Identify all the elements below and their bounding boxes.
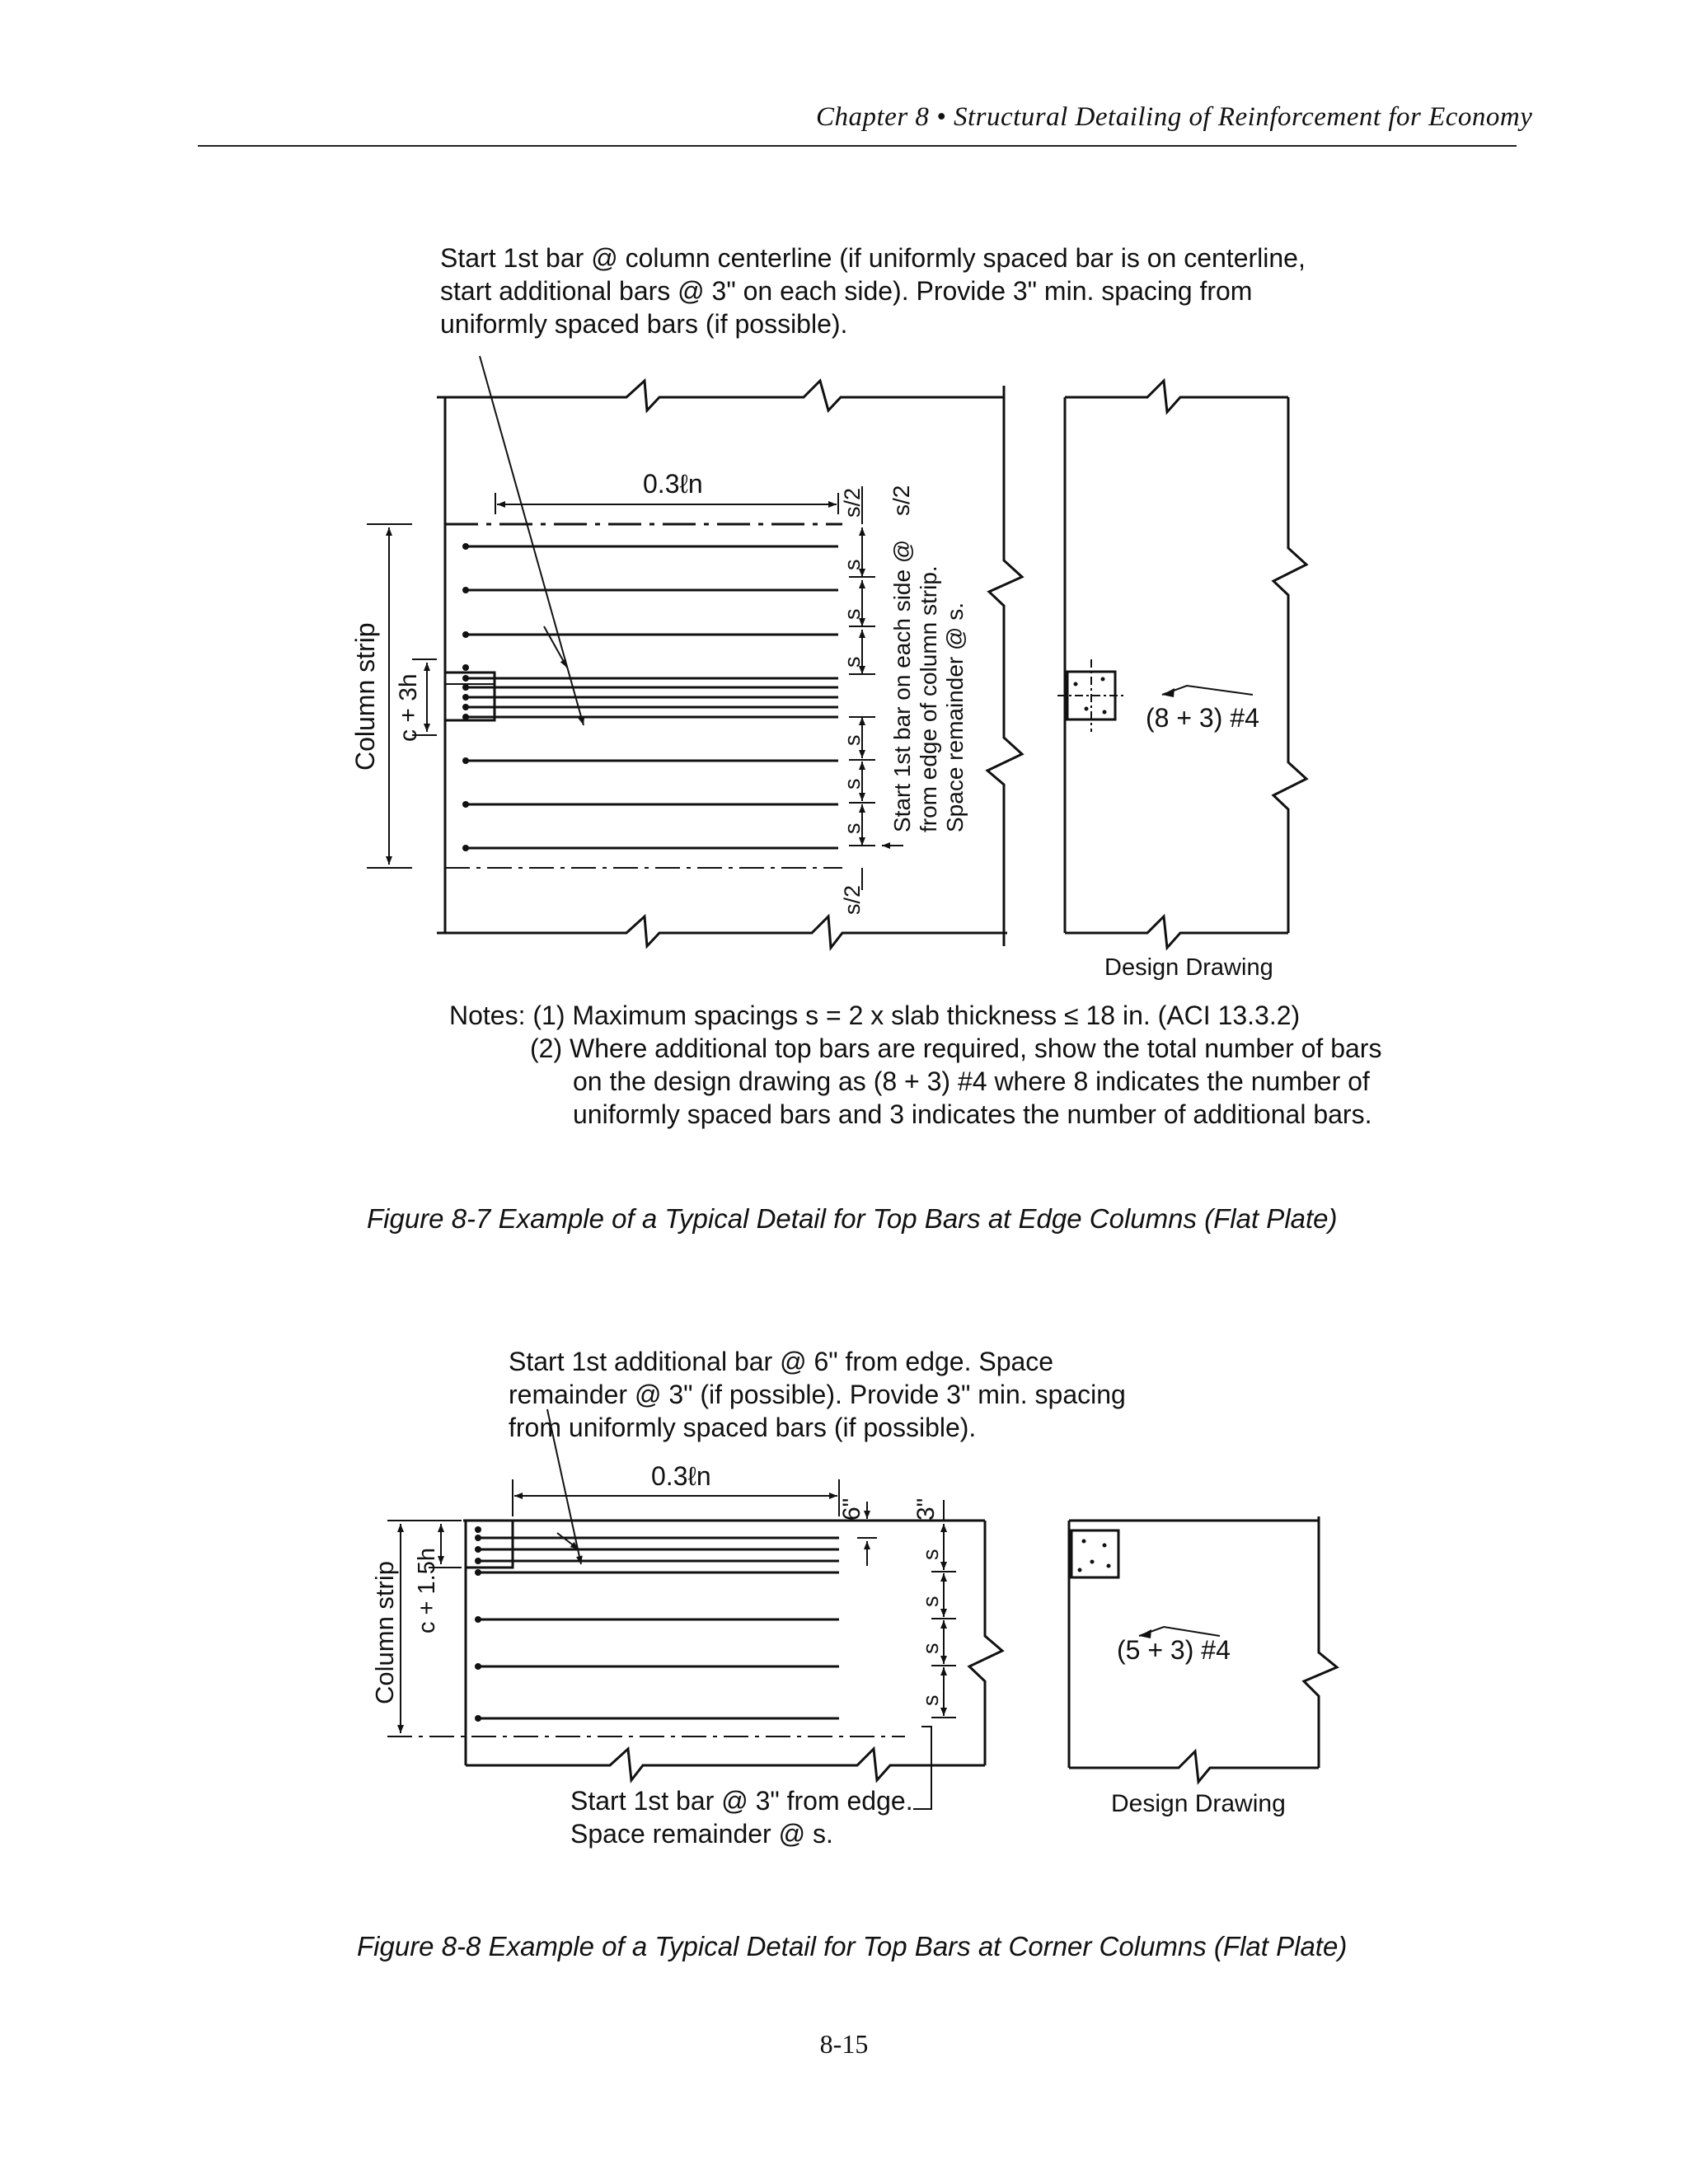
fig8-bottom-note-2: Space remainder @ s.: [570, 1819, 833, 1849]
fig7-dd-right-break: [1273, 397, 1306, 933]
fig8-spacing-chain: [931, 1500, 956, 1718]
fig7-dd-label: (8 + 3) #4: [1146, 703, 1259, 733]
fig7-s-label: s: [840, 656, 865, 668]
fig8-s-label: s: [918, 1549, 943, 1560]
fig8-dd-label: (5 + 3) #4: [1117, 1635, 1231, 1665]
fig7-dd-top-edge: [1065, 381, 1288, 412]
fig8-s-label: s: [918, 1694, 943, 1706]
fig8-slab-bottom-edge: [466, 1749, 985, 1780]
fig7-slab-break-right: [987, 386, 1022, 946]
fig7-callout-line-1: Start 1st bar @ column centerline (if uniformly spaced bar is on centerline,: [440, 243, 1306, 273]
fig8-column-strip-label: Column strip: [370, 1561, 399, 1704]
fig8-design-drawing-label: Design Drawing: [1111, 1790, 1286, 1817]
fig7-design-drawing-label: Design Drawing: [1104, 954, 1273, 981]
fig8-dd-bottom-edge: [1069, 1751, 1319, 1782]
fig7-c3h-label: c + 3h: [395, 673, 422, 742]
fig8-bottom-note-1: Start 1st bar @ 3" from edge.: [570, 1786, 913, 1816]
fig7-s-label: s: [840, 778, 865, 790]
fig7-detail: [350, 356, 1022, 948]
fig7-side-note-line-3: from edge of column strip.: [916, 565, 941, 832]
fig8-uniform-bars: [478, 1572, 839, 1718]
fig8-six-inch: 6": [838, 1497, 865, 1521]
fig7-note-2: (2) Where additional top bars are required, show the total number of bars: [530, 1033, 1382, 1063]
fig7-callout-leader: [480, 356, 584, 725]
fig7-side-note-line-4: Space remainder @ s.: [942, 602, 968, 832]
fig7-s-half-top: s/2: [840, 487, 865, 518]
running-header: Chapter 8 • Structural Detailing of Reinforcement for Economy: [816, 102, 1533, 132]
fig7-caption: Figure 8-7 Example of a Typical Detail for Top Bars at Edge Columns (Flat Plate): [367, 1203, 1338, 1234]
fig7-slab-top-edge: [437, 381, 1004, 410]
fig7-note-3: on the design drawing as (8 + 3) #4 where 8 indicates the number of: [573, 1066, 1370, 1096]
fig8-callout-leader: [547, 1409, 581, 1564]
fig8-s-label: s: [918, 1643, 943, 1654]
fig7-s-label: s: [840, 559, 865, 570]
fig8-callout-line-3: from uniformly spaced bars (if possible).: [509, 1413, 977, 1442]
fig7-additional-bars: [466, 687, 838, 707]
fig8-bottom-note-leader: [913, 1727, 931, 1809]
fig8-bar-ends: [475, 1526, 481, 1722]
fig8-dim-label: 0.3ℓn: [651, 1461, 711, 1491]
fig8-caption: Figure 8-8 Example of a Typical Detail for Top Bars at Corner Columns (Flat Plate): [357, 1931, 1348, 1961]
fig7-dd-bar-arrow: [1162, 686, 1253, 695]
fig7-note-1: Notes: (1) Maximum spacings s = 2 x slab thickness ≤ 18 in. (ACI 13.3.2): [449, 1001, 1301, 1030]
fig8-s-label: s: [918, 1596, 943, 1607]
fig7-s-half-bottom: s/2: [840, 884, 865, 915]
fig7-callout-line-2: start additional bars @ 3" on each side). Provide 3" min. spacing from: [440, 276, 1253, 306]
fig8-design-drawing: [1069, 1516, 1337, 1817]
fig8-c15h-label: c + 1.5h: [414, 1548, 440, 1633]
fig7-dim-label: 0.3ℓn: [643, 469, 703, 499]
fig8-callout-line-2: remainder @ 3" (if possible). Provide 3" min. spacing: [509, 1380, 1126, 1409]
fig7-note-4: uniformly spaced bars and 3 indicates the number of additional bars.: [573, 1099, 1372, 1129]
fig7-side-note-line-1: s/2: [889, 485, 914, 516]
fig8-additional-bars: [478, 1538, 839, 1561]
fig7-bar-ends: [462, 543, 469, 851]
fig7-s-label: s: [840, 823, 865, 834]
fig8-dd-right-break: [1304, 1516, 1337, 1768]
fig7-s-label: s: [840, 734, 865, 746]
fig7-column-strip-label: Column strip: [350, 622, 380, 771]
fig7-callout-leader-2: [544, 626, 567, 668]
fig7-design-drawing: [1057, 381, 1306, 981]
fig7-s-label: s: [840, 608, 865, 620]
fig7-dd-bottom-edge: [1065, 916, 1288, 948]
page-number: 8-15: [819, 2029, 869, 2059]
fig8-detail: [370, 1409, 1002, 1809]
fig7-slab-bottom-edge: [437, 916, 1007, 948]
fig7-side-note-line-2: Start 1st bar on each side @: [889, 539, 915, 832]
fig7-callout-line-3: uniformly spaced bars (if possible).: [440, 309, 848, 339]
fig8-callout-line-1: Start 1st additional bar @ 6" from edge. Space: [509, 1347, 1054, 1376]
fig8-slab-right-break: [969, 1521, 1002, 1765]
fig8-three-inch: 3": [912, 1497, 940, 1521]
